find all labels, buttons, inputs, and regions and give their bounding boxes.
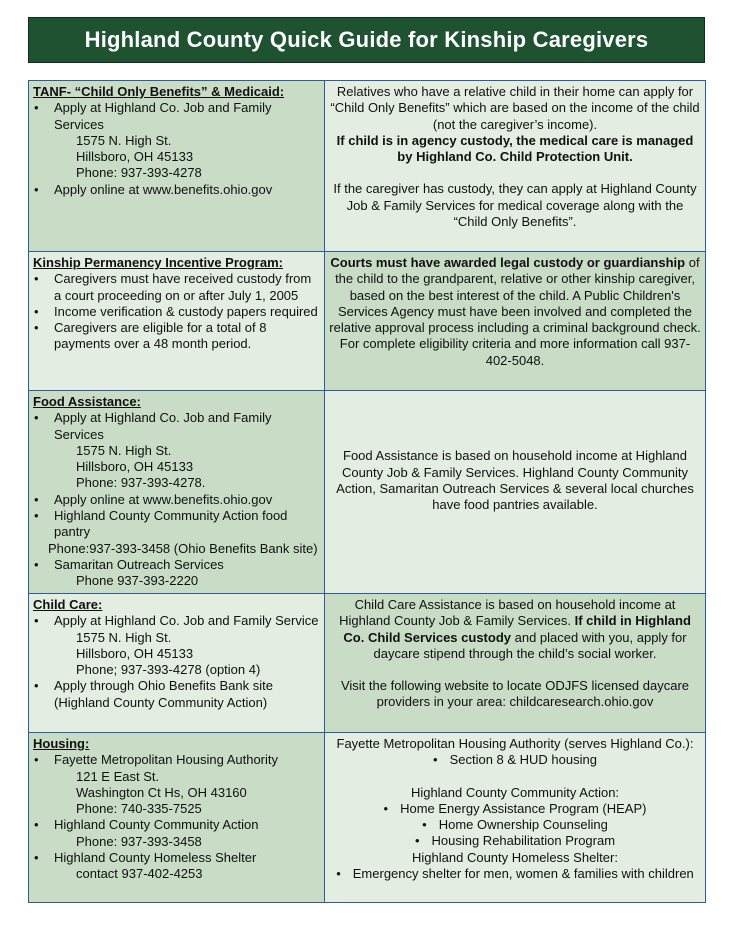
list-item <box>33 752 320 817</box>
food-description <box>325 391 706 594</box>
list-item-text: Apply at Highland Co. Job and Family Services <box>54 410 272 442</box>
section-heading: Food Assistance: <box>33 394 141 409</box>
list-item <box>33 320 320 353</box>
description-text: If the caregiver has custody, they can apply at Highland County Job & Family Services for medical coverage along with the “Child Only Benefits”. <box>333 181 697 230</box>
tanf-cell <box>29 81 325 252</box>
bullet-list <box>33 613 320 711</box>
description-bold-text: Courts must have awarded legal custody or guardianship <box>330 255 686 270</box>
address-line: 1575 N. High St. <box>76 132 172 148</box>
address-line: 1575 N. High St. <box>76 442 172 458</box>
address-line: Hillsboro, OH 45133 <box>76 149 194 165</box>
phone-line: contact 937-402-4253 <box>76 866 203 882</box>
list-item-text: Apply through Ohio Benefits Bank site <box>54 678 273 694</box>
address-line: Hillsboro, OH 45133 <box>76 459 194 475</box>
bullet-list <box>33 100 320 198</box>
description-bullet: • Home Energy Assistance Program (HEAP) <box>329 801 701 817</box>
description-text: Visit the following website to locate ODJFS licensed daycare providers in your area: childcaresearch.ohio.gov <box>340 678 690 710</box>
list-item <box>33 850 320 883</box>
description-text-part: and placed with you, apply for daycare stipend through the child’s social worker. <box>373 629 687 661</box>
description-bold-text: If child in Highland Co. Child Services custody <box>343 613 691 645</box>
page-title: Highland County Quick Guide for Kinship Caregivers <box>28 17 705 63</box>
guide-table <box>28 80 706 903</box>
phone-line: Phone; 937-393-4278 (option 4) <box>76 662 261 678</box>
list-item <box>33 817 320 850</box>
housing-description <box>325 733 706 903</box>
description-bullet: • Housing Rehabilitation Program <box>329 833 701 849</box>
list-item <box>33 678 320 711</box>
section-heading: Kinship Permanency Incentive Program: <box>33 255 283 270</box>
address-line: 1575 N. High St. <box>76 629 172 645</box>
list-item-text: Caregivers must have received custody from a court proceeding on or after July 1, 2005 <box>54 271 312 303</box>
bullet-list <box>33 410 320 540</box>
tanf-description <box>325 81 706 252</box>
list-item-subtext: (Highland County Community Action) <box>54 694 268 710</box>
list-item <box>33 182 320 198</box>
description-text <box>329 597 701 662</box>
phone-line: Phone: 937-393-4278. <box>76 475 206 491</box>
description-bold-text: If child is in agency custody, the medical care is managed by Highland Co. Child Protection Unit. <box>336 132 694 165</box>
description-text <box>329 255 701 369</box>
phone-line: Phone: 937-393-4278 <box>76 165 202 181</box>
list-item <box>33 557 320 590</box>
table-row <box>29 252 706 391</box>
list-item <box>33 492 320 508</box>
table-row <box>29 391 706 594</box>
childcare-cell <box>29 594 325 733</box>
list-item-text: Caregivers are eligible for a total of 8 payments over a 48 month period. <box>54 320 267 352</box>
table-row <box>29 81 706 252</box>
list-item-text: Highland County Homeless Shelter <box>54 850 257 866</box>
section-heading: TANF- “Child Only Benefits” & Medicaid: <box>33 84 285 99</box>
description-text-part: Child Care Assistance is based on household income at Highland County Job & Family Services. <box>339 597 676 629</box>
list-item <box>33 100 320 181</box>
section-heading: Housing: <box>33 736 90 751</box>
list-item-text: Apply online at www.benefits.ohio.gov <box>54 491 273 507</box>
bullet-list <box>33 752 320 882</box>
list-item-text: Highland County Community Action food pantry <box>54 508 288 540</box>
table-row <box>29 733 706 903</box>
description-text: Relatives who have a relative child in their home can apply for “Child Only Benefits” which are based on the income of the child (not the caregiver’s income). <box>330 84 700 132</box>
description-text: Highland County Community Action: <box>410 784 620 800</box>
list-item-text: Fayette Metropolitan Housing Authority <box>54 752 279 768</box>
address-line: Hillsboro, OH 45133 <box>76 645 194 661</box>
description-text: Food Assistance is based on household income at Highland County Job & Family Services. Highland County Community Action, Samaritan Outreach Services & several local churches have food pantries available. <box>336 448 694 513</box>
childcare-description <box>325 594 706 733</box>
phone-line: Phone: 740-335-7525 <box>76 801 202 817</box>
address-line: Washington Ct Hs, OH 43160 <box>76 784 247 800</box>
list-item-text: Apply online at www.benefits.ohio.gov <box>54 181 273 197</box>
bullet-list <box>33 271 320 352</box>
list-item-text: Apply at Highland Co. Job and Family Service <box>54 613 319 629</box>
kinship-description <box>325 252 706 391</box>
table-row <box>29 594 706 733</box>
list-item <box>33 271 320 304</box>
phone-line: Phone:937-393-3458 (Ohio Benefits Bank site) <box>48 540 318 556</box>
description-bullet: • Home Ownership Counseling <box>329 817 701 833</box>
housing-cell <box>29 733 325 903</box>
phone-line: Phone: 937-393-3458 <box>76 833 202 849</box>
phone-line: Phone 937-393-2220 <box>76 573 199 589</box>
food-cell <box>29 391 325 594</box>
list-item-text: Apply at Highland Co. Job and Family Services <box>54 100 272 132</box>
description-text: Fayette Metropolitan Housing Authority (serves Highland Co.): <box>336 736 694 751</box>
list-item-text: Income verification & custody papers required <box>54 303 318 319</box>
description-bullet: • Emergency shelter for men, women & families with children <box>329 866 701 882</box>
description-text: Highland County Homeless Shelter: <box>412 849 618 865</box>
description-bullet: • Section 8 & HUD housing <box>329 752 701 768</box>
description-rest-text: of the child to the grandparent, relative or other kinship caregiver, based on the best interest of the child. A Public Children's Services Agency must have been involved and completed the relative approval process including a criminal background check. For complete eligibility criteria and more information call 937-402-5048. <box>329 255 701 368</box>
list-item-text: Samaritan Outreach Services <box>54 556 224 572</box>
list-item <box>33 508 320 541</box>
list-item-text: Highland County Community Action <box>54 817 259 833</box>
list-item <box>33 410 320 491</box>
section-heading: Child Care: <box>33 597 103 612</box>
bullet-list <box>33 557 320 590</box>
list-item <box>33 613 320 678</box>
list-item <box>33 304 320 320</box>
address-line: 121 E East St. <box>76 768 160 784</box>
kinship-cell <box>29 252 325 391</box>
